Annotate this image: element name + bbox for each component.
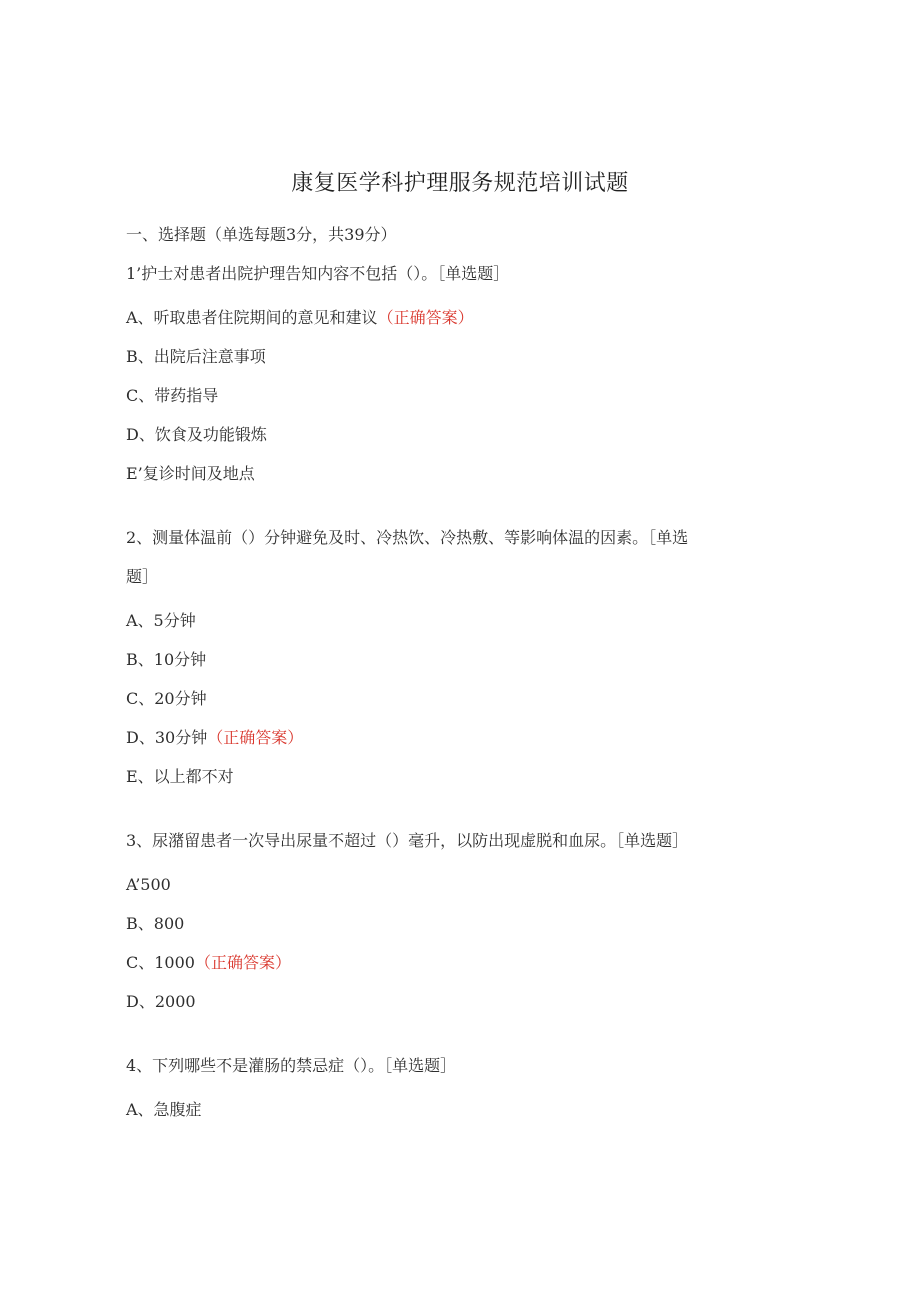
section-header: 一、选择题（单选每题3分，共39分） bbox=[126, 225, 397, 244]
question-1-option-a bbox=[126, 307, 474, 329]
question-2-stem-line-2: 题］ bbox=[126, 567, 159, 586]
question-1-option-b: B、出院后注意事项 bbox=[126, 347, 266, 366]
question-2-stem-line-1: 2、测量体温前（）分钟避免及时、冷热饮、冷热敷、等影响体温的因素。［单选 bbox=[126, 528, 689, 547]
question-3-option-d: D、2000 bbox=[126, 992, 196, 1011]
correct-answer-tag: （正确答案） bbox=[194, 953, 291, 972]
option-text: A、听取患者住院期间的意见和建议 bbox=[126, 308, 378, 327]
correct-answer-tag: （正确答案） bbox=[377, 308, 474, 327]
question-1-option-e: E’复诊时间及地点 bbox=[126, 464, 255, 483]
document-title: 康复医学科护理服务规范培训试题 bbox=[291, 171, 629, 196]
question-2-option-e: E、以上都不对 bbox=[126, 767, 234, 786]
question-2-option-a: A、5分钟 bbox=[126, 611, 196, 630]
question-3-option-c bbox=[126, 952, 291, 974]
question-1-option-d: D、饮食及功能锻炼 bbox=[126, 425, 267, 444]
question-4-option-a: A、急腹症 bbox=[126, 1100, 202, 1119]
question-2-option-b: B、10分钟 bbox=[126, 650, 207, 669]
correct-answer-tag: （正确答案） bbox=[207, 728, 304, 747]
question-4-stem: 4、下列哪些不是灌肠的禁忌症（）。［单选题］ bbox=[126, 1056, 457, 1075]
question-3-stem: 3、尿潴留患者一次导出尿量不超过（）毫升，以防出现虚脱和血尿。［单选题］ bbox=[126, 831, 689, 850]
question-1-option-c: C、带药指导 bbox=[126, 386, 219, 405]
question-3-option-a: A’500 bbox=[126, 875, 171, 894]
option-text: D、30分钟 bbox=[126, 728, 208, 747]
option-text: C、1000 bbox=[126, 953, 195, 972]
question-2-option-c: C、20分钟 bbox=[126, 689, 207, 708]
question-3-option-b: B、800 bbox=[126, 914, 185, 933]
question-1-stem: 1’护士对患者出院护理告知内容不包括（）。［单选题］ bbox=[126, 264, 510, 283]
question-2-option-d bbox=[126, 727, 303, 749]
